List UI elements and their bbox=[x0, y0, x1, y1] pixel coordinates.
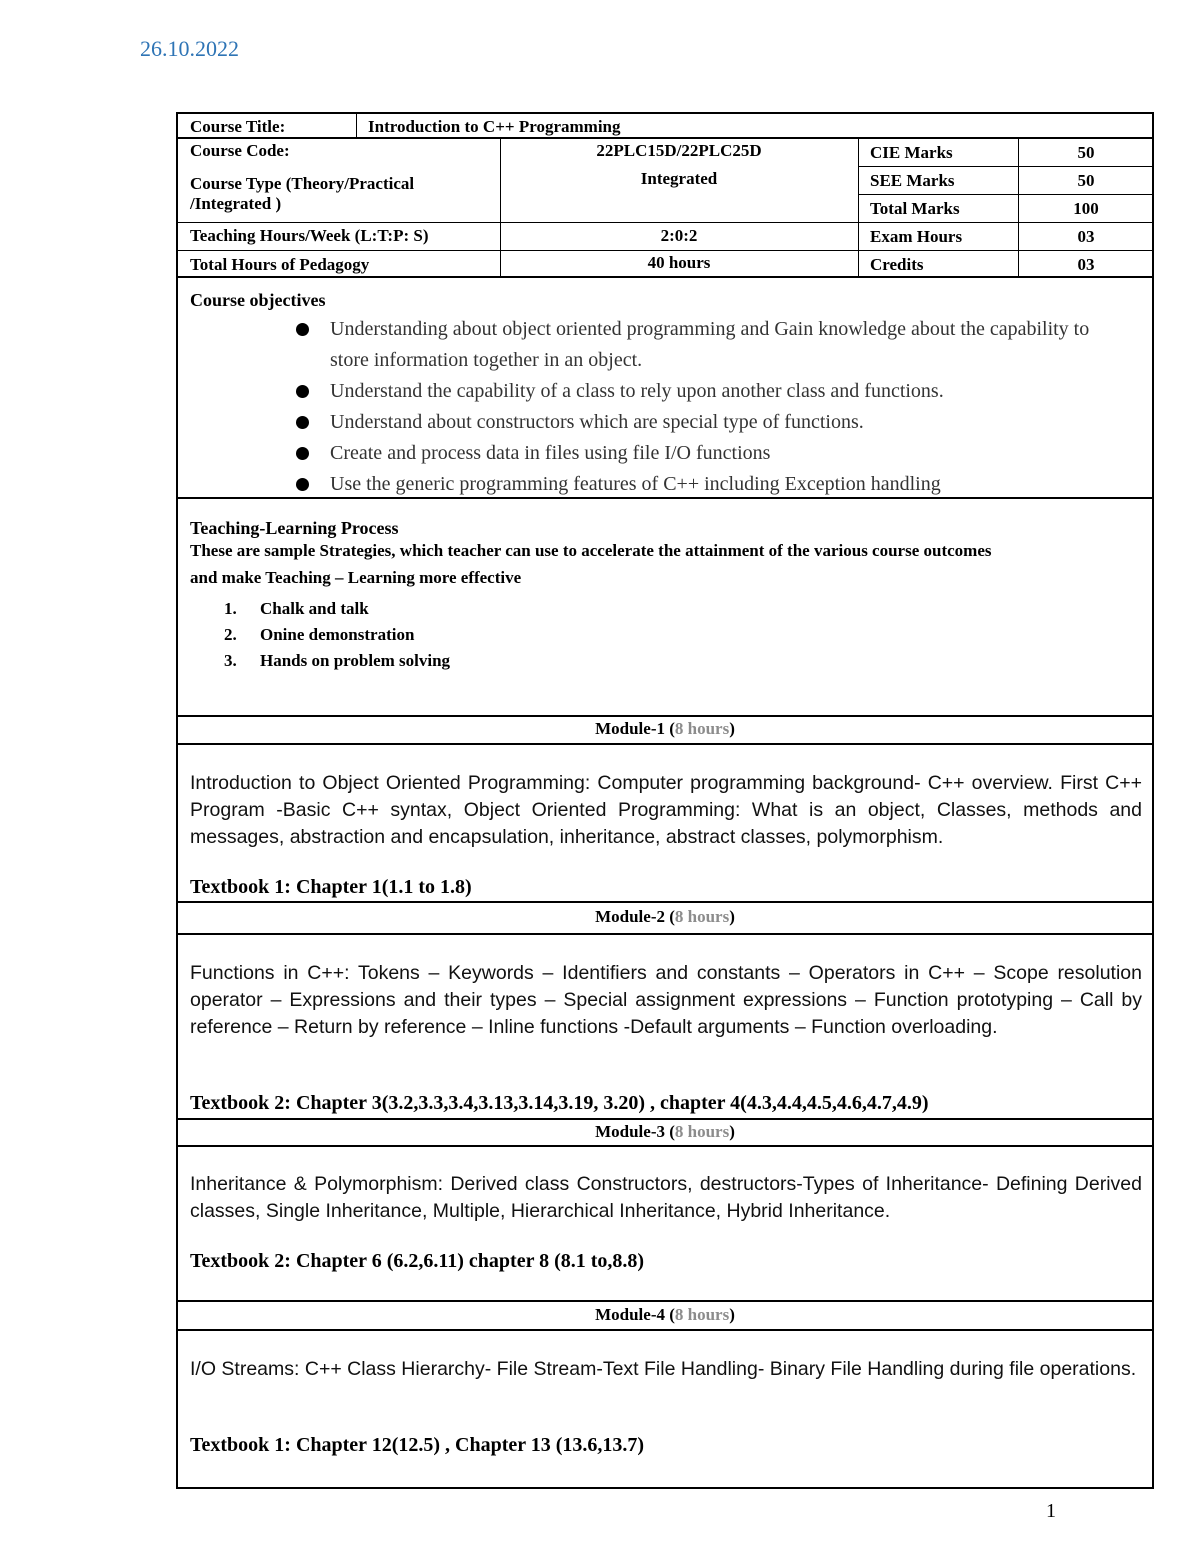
course-title-label: Course Title: bbox=[190, 117, 286, 136]
cie-marks-value: 50 bbox=[1077, 143, 1095, 162]
see-marks-label: SEE Marks bbox=[870, 171, 955, 190]
list-item: Use the generic programming features of C++ including Exception handling bbox=[296, 469, 1116, 500]
course-objectives-title: Course objectives bbox=[190, 290, 326, 310]
bullet-icon bbox=[296, 416, 309, 429]
list-item: 2. Onine demonstration bbox=[224, 625, 415, 644]
exam-hours-value: 03 bbox=[1077, 227, 1095, 246]
pedagogy-hours-label: Total Hours of Pedagogy bbox=[190, 255, 370, 274]
bullet-icon bbox=[296, 385, 309, 398]
list-item: Understand the capability of a class to rely upon another class and functions. bbox=[296, 376, 1116, 407]
credits-label: Credits bbox=[870, 255, 924, 274]
module-3-body bbox=[176, 1147, 1154, 1301]
objectives-list bbox=[296, 314, 1116, 500]
list-item: 1. Chalk and talk bbox=[224, 599, 369, 618]
course-objectives-section bbox=[176, 276, 1154, 498]
teaching-learning-section bbox=[176, 498, 1154, 716]
module-title: Module-1 (8 hours) bbox=[595, 719, 735, 738]
teaching-methods-list bbox=[224, 596, 450, 674]
pedagogy-hours-value: 40 hours bbox=[647, 253, 711, 272]
course-type-label bbox=[190, 174, 414, 214]
total-marks-value: 100 bbox=[1073, 199, 1099, 218]
course-type-label-line2: /Integrated ) bbox=[190, 194, 282, 213]
credits-value: 03 bbox=[1077, 255, 1095, 274]
course-type-value: Integrated bbox=[640, 169, 718, 188]
module-2-header bbox=[176, 903, 1154, 934]
module-description: Inheritance & Polymorphism: Derived class Constructors, destructors-Types of Inheritance- Defining Derived classes, Single Inheritance, Multiple, Hierarchical Inheritance, Hybrid Inheritance. bbox=[190, 1173, 1142, 1222]
module-2-body bbox=[176, 935, 1154, 1118]
course-code-label: Course Code: bbox=[190, 141, 290, 160]
teaching-learning-intro-line1: These are sample Strategies, which teacher can use to accelerate the attainment of the various course outcomes bbox=[190, 541, 992, 560]
list-item: 3. Hands on problem solving bbox=[224, 651, 451, 670]
course-code-value: 22PLC15D/22PLC25D bbox=[596, 141, 762, 160]
module-textbook: Textbook 2: Chapter 6 (6.2,6.11) chapter 8 (8.1 to,8.8) bbox=[190, 1250, 645, 1272]
course-title-value: Introduction to C++ Programming bbox=[368, 117, 621, 136]
module-textbook: Textbook 1: Chapter 1(1.1 to 1.8) bbox=[190, 876, 472, 898]
module-title: Module-3 (8 hours) bbox=[595, 1122, 735, 1141]
module-4-body bbox=[176, 1331, 1154, 1489]
document-date: 26.10.2022 bbox=[140, 36, 239, 61]
exam-hours-label: Exam Hours bbox=[870, 227, 963, 246]
teaching-hours-value: 2:0:2 bbox=[660, 226, 698, 245]
list-item: Create and process data in files using file I/O functions bbox=[296, 438, 1116, 469]
total-marks-label: Total Marks bbox=[870, 199, 960, 218]
module-1-header bbox=[176, 717, 1154, 744]
course-type-label-line1: Course Type (Theory/Practical bbox=[190, 174, 415, 193]
bullet-icon bbox=[296, 447, 309, 460]
module-1-body bbox=[176, 745, 1154, 901]
page-number: 1 bbox=[1046, 1500, 1056, 1522]
module-textbook: Textbook 1: Chapter 12(12.5) , Chapter 13 (13.6,13.7) bbox=[190, 1434, 645, 1456]
module-textbook: Textbook 2: Chapter 3(3.2,3.3,3.4,3.13,3.14,3.19, 3.20) , chapter 4(4.3,4.4,4.5,4.6,4.7,4.9) bbox=[190, 1092, 929, 1114]
teaching-hours-label: Teaching Hours/Week (L:T:P: S) bbox=[190, 226, 429, 245]
module-title: Module-4 (8 hours) bbox=[595, 1305, 735, 1324]
teaching-learning-intro-line2: and make Teaching – Learning more effective bbox=[190, 568, 522, 587]
bullet-icon bbox=[296, 478, 309, 491]
bullet-icon bbox=[296, 323, 309, 336]
module-3-header bbox=[176, 1120, 1154, 1146]
see-marks-value: 50 bbox=[1077, 171, 1095, 190]
module-title: Module-2 (8 hours) bbox=[595, 907, 735, 926]
module-description: Functions in C++: Tokens – Keywords – Identifiers and constants – Operators in C++ – Scope resolution operator – Expressions and their types – Special assignment expressions – Function prototyping – Call by reference – Return by reference – Inline functions -Default arguments – Function overloading. bbox=[190, 962, 1142, 1038]
module-4-header bbox=[176, 1302, 1154, 1330]
module-description: Introduction to Object Oriented Programming: Computer programming background- C++ overview. First C++ Program -Basic C++ syntax, Object Oriented Programming: What is an object, Classes, methods and messages, abstraction and encapsulation, inheritance, abstract classes, polymorphism. bbox=[190, 772, 1142, 848]
list-item: Understanding about object oriented programming and Gain knowledge about the capability to store information together in an object. bbox=[296, 314, 1116, 376]
module-description: I/O Streams: C++ Class Hierarchy- File Stream-Text File Handling- Binary File Handling during file operations. bbox=[190, 1358, 1137, 1380]
course-info-table bbox=[176, 112, 1154, 278]
list-item: Understand about constructors which are special type of functions. bbox=[296, 407, 1116, 438]
cie-marks-label: CIE Marks bbox=[870, 143, 953, 162]
teaching-learning-title: Teaching-Learning Process bbox=[190, 518, 399, 538]
